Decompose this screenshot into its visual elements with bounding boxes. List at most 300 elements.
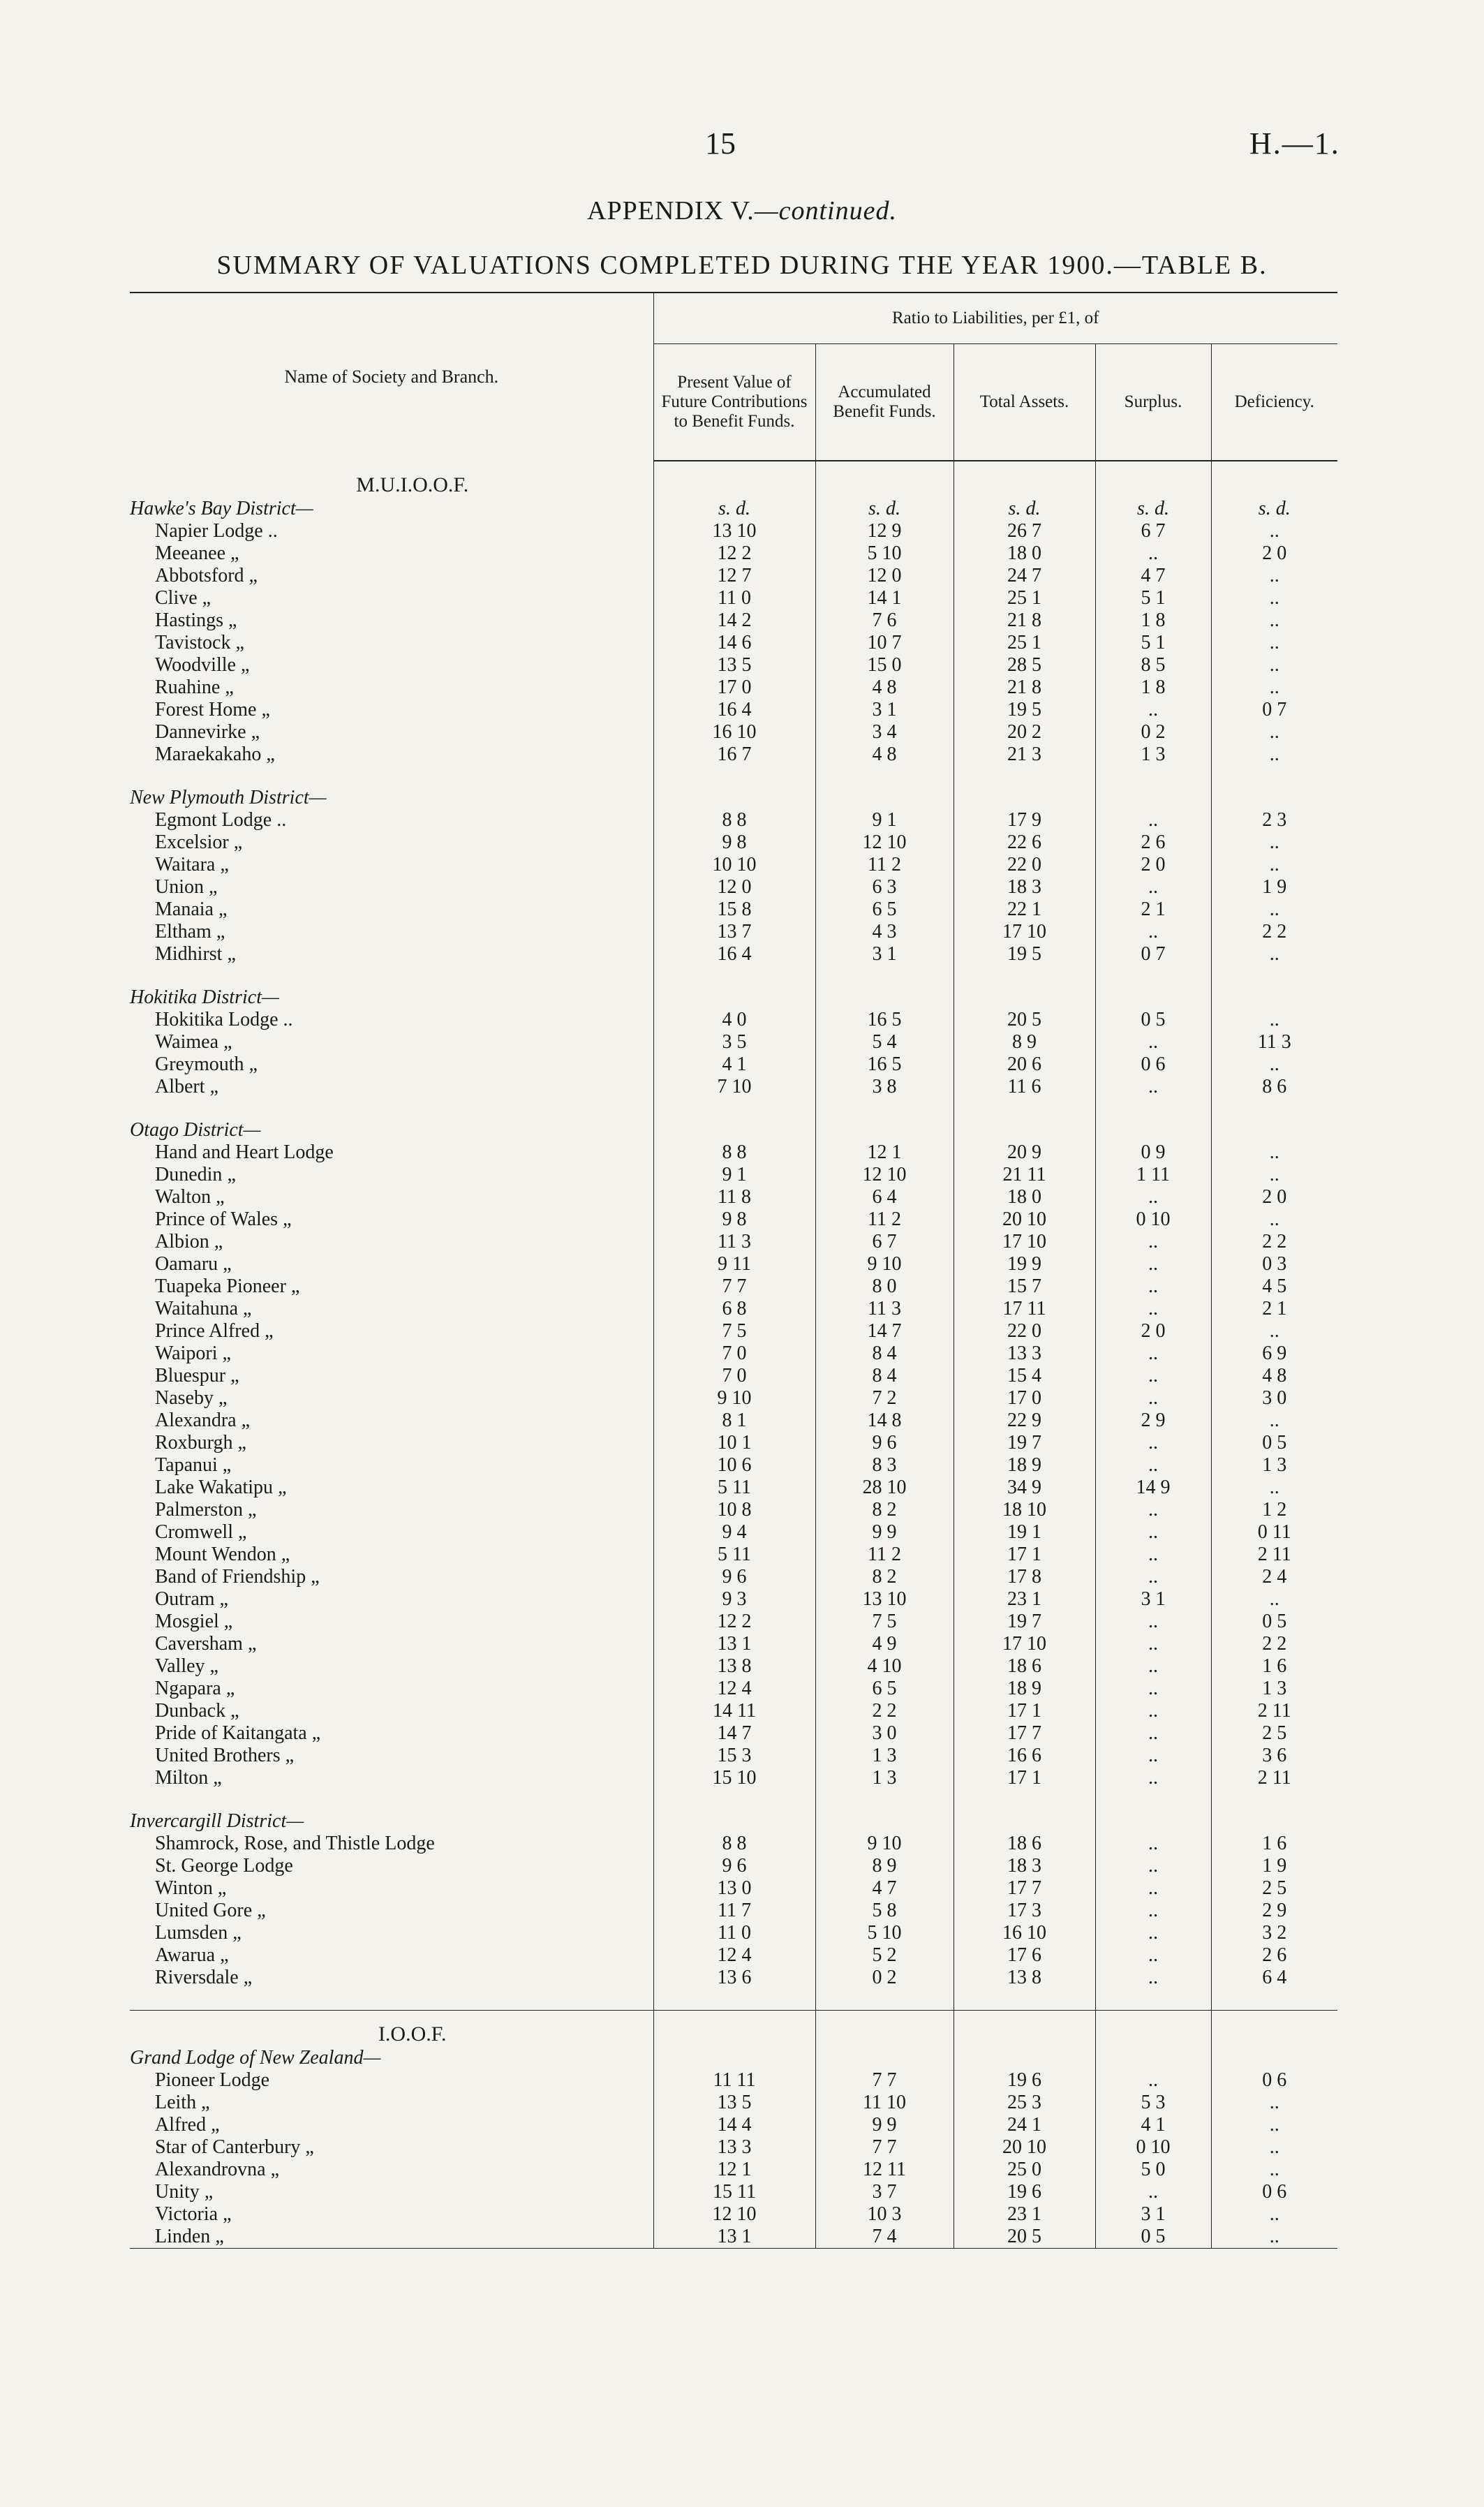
lodge-name-cell <box>130 1141 653 1164</box>
lodge-name: Dunedin <box>155 1164 223 1185</box>
value-ab: 11 2 <box>815 854 954 876</box>
value-df: .. <box>1211 1208 1337 1231</box>
value-ab: 7 2 <box>815 1387 954 1410</box>
value-ta: 20 6 <box>954 1053 1095 1076</box>
lodge-name-cell <box>130 2226 653 2249</box>
lodge-name-cell <box>130 1053 653 1076</box>
value-ta: 23 1 <box>954 2203 1095 2226</box>
value-df: 0 5 <box>1211 1611 1337 1633</box>
value-sp: .. <box>1095 1944 1211 1967</box>
value-ab: 6 5 <box>815 1678 954 1700</box>
value-pv: 9 6 <box>653 1566 815 1588</box>
lodge-suffix: „ <box>204 2181 214 2203</box>
lodge-name-cell <box>130 1633 653 1655</box>
lodge-suffix: „ <box>285 1745 295 1766</box>
value-df: 3 2 <box>1211 1922 1337 1944</box>
lodge-suffix: „ <box>266 744 275 765</box>
value-df: 2 2 <box>1211 1231 1337 1253</box>
table-row <box>130 1208 1337 1231</box>
value-ab: 7 5 <box>815 1611 954 1633</box>
table-row <box>130 898 1337 921</box>
value-ab: 11 2 <box>815 1208 954 1231</box>
value-ta: 18 6 <box>954 1655 1095 1678</box>
lodge-name: Excelsior <box>155 831 229 853</box>
lodge-suffix: „ <box>233 831 243 853</box>
value-ab: 9 9 <box>815 1521 954 1544</box>
value-sp: .. <box>1095 1298 1211 1320</box>
table-row <box>130 609 1337 632</box>
value-pv: 13 5 <box>653 2092 815 2114</box>
value-pv: 12 2 <box>653 1611 815 1633</box>
value-sp: .. <box>1095 1611 1211 1633</box>
value-pv: 13 1 <box>653 1633 815 1655</box>
lodge-name-cell <box>130 587 653 609</box>
value-ab: 12 10 <box>815 831 954 854</box>
value-df: .. <box>1211 609 1337 632</box>
lodge-name-cell <box>130 1588 653 1611</box>
value-sp: .. <box>1095 1076 1211 1098</box>
lodge-suffix: „ <box>257 1900 266 1921</box>
lodge-name: Prince of Wales <box>155 1208 279 1230</box>
value-pv: 10 1 <box>653 1432 815 1454</box>
value-ab: 6 4 <box>815 1186 954 1208</box>
lodge-name: Awarua <box>155 1944 216 1966</box>
lodge-suffix: „ <box>230 542 239 564</box>
value-ta: 17 9 <box>954 809 1095 831</box>
value-sp: 1 11 <box>1095 1164 1211 1186</box>
table-row <box>130 520 1337 542</box>
table-row <box>130 1499 1337 1521</box>
lodge-name: Tuapeka Pioneer <box>155 1275 286 1297</box>
lodge-name-cell <box>130 744 653 766</box>
lodge-name-cell <box>130 2114 653 2136</box>
value-pv: 15 10 <box>653 1767 815 1789</box>
value-sp: 4 1 <box>1095 2114 1211 2136</box>
value-ab: 3 1 <box>815 943 954 966</box>
table-row <box>130 854 1337 876</box>
lodge-name: Abbotsford <box>155 565 244 586</box>
value-pv: 13 8 <box>653 1655 815 1678</box>
table-row <box>130 1275 1337 1298</box>
spacer-row <box>130 1789 1337 1810</box>
lodge-name-cell <box>130 943 653 966</box>
table-row <box>130 565 1337 587</box>
value-ta: 19 7 <box>954 1611 1095 1633</box>
value-ta: 22 1 <box>954 898 1095 921</box>
table-row <box>130 1186 1337 1208</box>
lodge-name-cell <box>130 1722 653 1745</box>
lodge-suffix: „ <box>219 1588 228 1610</box>
lodge-name: Walton <box>155 1186 212 1208</box>
value-sp: .. <box>1095 1967 1211 1989</box>
value-sp: .. <box>1095 1186 1211 1208</box>
value-sp: 3 1 <box>1095 2203 1211 2226</box>
value-pv: 15 11 <box>653 2181 815 2203</box>
value-ta: 17 7 <box>954 1722 1095 1745</box>
lodge-suffix: „ <box>214 1231 223 1252</box>
table-row <box>130 721 1337 744</box>
value-ab: 4 10 <box>815 1655 954 1678</box>
value-df: 0 7 <box>1211 699 1337 721</box>
lodge-name-cell <box>130 609 653 632</box>
value-df: 3 0 <box>1211 1387 1337 1410</box>
value-ta: 11 6 <box>954 1076 1095 1098</box>
value-ta: 17 6 <box>954 1944 1095 1967</box>
value-sp: 2 0 <box>1095 1320 1211 1343</box>
lodge-suffix: „ <box>290 1275 300 1297</box>
value-df: 6 9 <box>1211 1343 1337 1365</box>
value-df: 0 6 <box>1211 2181 1337 2203</box>
value-pv: 9 11 <box>653 1253 815 1275</box>
lodge-name: Alexandrovna <box>155 2159 266 2180</box>
lodge-suffix: Lodge .. <box>228 1009 293 1030</box>
lodge-name-cell <box>130 1544 653 1566</box>
value-pv: 7 5 <box>653 1320 815 1343</box>
value-df: 1 2 <box>1211 1499 1337 1521</box>
lodge-name-cell <box>130 1186 653 1208</box>
value-ta: 18 9 <box>954 1454 1095 1477</box>
lodge-suffix: „ <box>222 1454 232 1476</box>
lodge-name-cell <box>130 632 653 654</box>
lodge-suffix: „ <box>311 1566 320 1588</box>
value-df: 2 6 <box>1211 1944 1337 1967</box>
value-sp: .. <box>1095 1454 1211 1477</box>
value-df: .. <box>1211 831 1337 854</box>
value-sp: 5 1 <box>1095 632 1211 654</box>
value-df: .. <box>1211 565 1337 587</box>
value-ab: 7 6 <box>815 609 954 632</box>
lodge-suffix: „ <box>215 2226 224 2247</box>
ratio-group-header: Ratio to Liabilities, per £1, of <box>653 293 1337 344</box>
table-row <box>130 1745 1337 1767</box>
value-ta: 19 9 <box>954 1253 1095 1275</box>
value-sp: .. <box>1095 1900 1211 1922</box>
table-row <box>130 587 1337 609</box>
table-row <box>130 542 1337 565</box>
spacer-row <box>130 1098 1337 1119</box>
value-ta: 18 6 <box>954 1833 1095 1855</box>
lodge-name-cell <box>130 1566 653 1588</box>
table-row <box>130 632 1337 654</box>
lodge-suffix: „ <box>209 876 218 898</box>
value-df: .. <box>1211 1141 1337 1164</box>
value-ab: 12 10 <box>815 1164 954 1186</box>
value-pv: 5 11 <box>653 1477 815 1499</box>
society-name: I.O.O.F. <box>378 2022 447 2046</box>
value-df: .. <box>1211 1477 1337 1499</box>
lodge-name: Maraekakaho <box>155 744 262 765</box>
lodge-name: Bluespur <box>155 1365 226 1386</box>
value-ab: 5 8 <box>815 1900 954 1922</box>
lodge-suffix: „ <box>223 1253 232 1275</box>
value-sp: 0 2 <box>1095 721 1211 744</box>
unit-label: s. d. <box>1211 498 1337 520</box>
lodge-name: Shamrock, Rose, and Thistle Lodge <box>155 1833 435 1854</box>
value-pv: 9 8 <box>653 831 815 854</box>
lodge-name-cell <box>130 2092 653 2114</box>
value-df: 2 11 <box>1211 1700 1337 1722</box>
value-ta: 25 0 <box>954 2159 1095 2181</box>
table-row <box>130 1922 1337 1944</box>
lodge-suffix: „ <box>227 943 236 965</box>
lodge-name: Linden <box>155 2226 211 2247</box>
lodge-name-cell <box>130 1031 653 1053</box>
lodge-suffix: „ <box>225 676 234 698</box>
value-ta: 16 10 <box>954 1922 1095 1944</box>
lodge-name: Manaia <box>155 898 214 920</box>
value-sp: 4 7 <box>1095 565 1211 587</box>
value-pv: 8 8 <box>653 1141 815 1164</box>
lodge-suffix: „ <box>213 1767 222 1789</box>
value-pv: 11 3 <box>653 1231 815 1253</box>
value-df: 2 11 <box>1211 1544 1337 1566</box>
table-row <box>130 1544 1337 1566</box>
unit-label: s. d. <box>653 498 815 520</box>
lodge-suffix: „ <box>281 1544 290 1565</box>
lodge-suffix: „ <box>202 587 212 609</box>
society-heading <box>130 2011 1337 2048</box>
value-sp: .. <box>1095 1432 1211 1454</box>
value-df: 0 11 <box>1211 1521 1337 1544</box>
value-pv: 11 11 <box>653 2069 815 2092</box>
value-ab: 0 2 <box>815 1967 954 1989</box>
value-ta: 17 0 <box>954 1387 1095 1410</box>
lodge-name: Roxburgh <box>155 1432 233 1454</box>
value-ta: 20 5 <box>954 2226 1095 2249</box>
lodge-name: Lake Wakatipu <box>155 1477 274 1498</box>
lodge-name: Valley <box>155 1655 205 1677</box>
value-df: 1 6 <box>1211 1655 1337 1678</box>
lodge-name: Leith <box>155 2092 197 2113</box>
lodge-suffix: Lodge .. <box>213 520 278 542</box>
value-ta: 22 9 <box>954 1410 1095 1432</box>
value-ab: 8 0 <box>815 1275 954 1298</box>
value-ab: 1 3 <box>815 1767 954 1789</box>
value-pv: 4 1 <box>653 1053 815 1076</box>
value-ta: 8 9 <box>954 1031 1095 1053</box>
value-ab: 12 11 <box>815 2159 954 2181</box>
table-body <box>130 461 1337 2249</box>
value-df: .. <box>1211 520 1337 542</box>
value-ta: 15 7 <box>954 1275 1095 1298</box>
value-ta: 18 10 <box>954 1499 1095 1521</box>
value-pv: 5 11 <box>653 1544 815 1566</box>
value-ab: 4 8 <box>815 744 954 766</box>
value-pv: 17 0 <box>653 676 815 699</box>
table-row <box>130 1253 1337 1275</box>
value-pv: 6 8 <box>653 1298 815 1320</box>
lodge-name-cell <box>130 1877 653 1900</box>
society-heading <box>130 461 1337 498</box>
value-pv: 14 2 <box>653 609 815 632</box>
district-heading <box>130 1810 1337 1833</box>
lodge-suffix: „ <box>230 1700 239 1722</box>
value-df: .. <box>1211 2114 1337 2136</box>
value-ab: 5 4 <box>815 1031 954 1053</box>
table-row <box>130 676 1337 699</box>
value-pv: 14 11 <box>653 1700 815 1722</box>
lodge-name: Ngapara <box>155 1678 221 1699</box>
lodge-name-cell <box>130 721 653 744</box>
value-sp: .. <box>1095 1655 1211 1678</box>
table-row <box>130 1521 1337 1544</box>
value-sp: 1 8 <box>1095 676 1211 699</box>
lodge-name: Midhirst <box>155 943 223 965</box>
value-sp: .. <box>1095 1231 1211 1253</box>
lodge-suffix: „ <box>216 1186 225 1208</box>
lodge-name: Tapanui <box>155 1454 218 1476</box>
value-ab: 15 0 <box>815 654 954 676</box>
table-row <box>130 809 1337 831</box>
value-df: .. <box>1211 1320 1337 1343</box>
district-name: Hokitika District— <box>130 986 279 1008</box>
value-ab: 9 1 <box>815 809 954 831</box>
value-pv: 13 7 <box>653 921 815 943</box>
district-heading <box>130 986 1337 1009</box>
lodge-name: Riversdale <box>155 1967 239 1988</box>
value-sp: 2 9 <box>1095 1410 1211 1432</box>
lodge-suffix: „ <box>218 898 228 920</box>
value-ab: 12 1 <box>815 1141 954 1164</box>
lodge-name: Hokitika <box>155 1009 223 1030</box>
value-df: 4 8 <box>1211 1365 1337 1387</box>
value-pv: 15 8 <box>653 898 815 921</box>
value-df: .. <box>1211 2092 1337 2114</box>
value-pv: 8 8 <box>653 1833 815 1855</box>
appendix-title-main: APPENDIX V. <box>587 196 755 225</box>
value-ab: 8 2 <box>815 1566 954 1588</box>
lodge-name: Ruahine <box>155 676 221 698</box>
value-ta: 18 3 <box>954 876 1095 898</box>
value-sp: .. <box>1095 1275 1211 1298</box>
value-df: .. <box>1211 1009 1337 1031</box>
value-pv: 14 7 <box>653 1722 815 1745</box>
value-df: 2 0 <box>1211 1186 1337 1208</box>
value-ta: 18 3 <box>954 1855 1095 1877</box>
lodge-name-cell <box>130 1298 653 1320</box>
value-pv: 16 4 <box>653 943 815 966</box>
lodge-suffix: Lodge <box>243 1855 293 1877</box>
value-ta: 22 0 <box>954 854 1095 876</box>
value-pv: 13 0 <box>653 1877 815 1900</box>
lodge-suffix: „ <box>283 1208 292 1230</box>
table-row <box>130 2181 1337 2203</box>
value-sp: 2 6 <box>1095 831 1211 854</box>
value-pv: 13 5 <box>653 654 815 676</box>
value-ab: 10 7 <box>815 632 954 654</box>
lodge-name: Waimea <box>155 1031 219 1053</box>
value-ta: 19 7 <box>954 1432 1095 1454</box>
value-df: 2 0 <box>1211 542 1337 565</box>
value-sp: .. <box>1095 1877 1211 1900</box>
district-heading <box>130 498 1337 520</box>
document-reference: H.—1. <box>1249 126 1340 161</box>
value-ab: 4 3 <box>815 921 954 943</box>
value-pv: 16 10 <box>653 721 815 744</box>
value-ab: 8 4 <box>815 1365 954 1387</box>
value-sp: .. <box>1095 1544 1211 1566</box>
table-row <box>130 654 1337 676</box>
value-ab: 12 9 <box>815 520 954 542</box>
spacer-row <box>130 766 1337 787</box>
value-ab: 6 5 <box>815 898 954 921</box>
unit-label: s. d. <box>954 498 1095 520</box>
value-ab: 8 4 <box>815 1343 954 1365</box>
value-df: 0 3 <box>1211 1253 1337 1275</box>
page-number: 15 <box>705 126 736 161</box>
table-row <box>130 1700 1337 1722</box>
lodge-name: Mount Wendon <box>155 1544 276 1565</box>
value-sp: .. <box>1095 809 1211 831</box>
value-ta: 13 3 <box>954 1343 1095 1365</box>
value-sp: .. <box>1095 2181 1211 2203</box>
value-df: 2 2 <box>1211 921 1337 943</box>
value-ab: 7 7 <box>815 2136 954 2159</box>
value-pv: 7 0 <box>653 1343 815 1365</box>
value-sp: 5 3 <box>1095 2092 1211 2114</box>
lodge-name: Caversham <box>155 1633 243 1655</box>
lodge-name-cell <box>130 854 653 876</box>
column-header-surplus: Surplus. <box>1095 344 1211 461</box>
value-ta: 25 1 <box>954 632 1095 654</box>
table-row <box>130 2136 1337 2159</box>
table-row <box>130 1141 1337 1164</box>
lodge-name-cell <box>130 1477 653 1499</box>
value-sp: .. <box>1095 1031 1211 1053</box>
lodge-suffix: „ <box>220 1944 229 1966</box>
value-df: 0 5 <box>1211 1432 1337 1454</box>
district-name: Invercargill District— <box>130 1810 304 1832</box>
value-sp: 0 10 <box>1095 2136 1211 2159</box>
value-ab: 3 8 <box>815 1076 954 1098</box>
lodge-name: Forest Home <box>155 699 257 720</box>
lodge-name: Tavistock <box>155 632 231 653</box>
value-ab: 4 8 <box>815 676 954 699</box>
lodge-name: Albert <box>155 1076 205 1097</box>
value-ab: 5 10 <box>815 1922 954 1944</box>
lodge-suffix: „ <box>211 2114 220 2136</box>
table-row <box>130 744 1337 766</box>
lodge-name: Mosgiel <box>155 1611 219 1632</box>
value-ta: 25 3 <box>954 2092 1095 2114</box>
table-row <box>130 1231 1337 1253</box>
lodge-name: Egmont <box>155 809 217 831</box>
value-pv: 14 4 <box>653 2114 815 2136</box>
value-ab: 9 10 <box>815 1253 954 1275</box>
lodge-name-cell <box>130 1922 653 1944</box>
value-ta: 22 6 <box>954 831 1095 854</box>
table-row <box>130 2092 1337 2114</box>
value-pv: 16 7 <box>653 744 815 766</box>
value-sp: .. <box>1095 1343 1211 1365</box>
value-sp: 0 5 <box>1095 1009 1211 1031</box>
value-pv: 11 7 <box>653 1900 815 1922</box>
value-df: 8 6 <box>1211 1076 1337 1098</box>
lodge-suffix: „ <box>243 1298 252 1319</box>
lodge-name: Eltham <box>155 921 212 942</box>
value-df: 11 3 <box>1211 1031 1337 1053</box>
value-ab: 5 10 <box>815 542 954 565</box>
summary-title: SUMMARY OF VALUATIONS COMPLETED DURING THE YEAR 1900.—TABLE B. <box>216 251 1268 280</box>
lodge-name-cell <box>130 1678 653 1700</box>
value-ta: 17 10 <box>954 1231 1095 1253</box>
value-ab: 9 10 <box>815 1833 954 1855</box>
lodge-name: Victoria <box>155 2203 218 2225</box>
value-ab: 28 10 <box>815 1477 954 1499</box>
lodge-name-cell <box>130 654 653 676</box>
value-ta: 21 11 <box>954 1164 1095 1186</box>
value-ta: 16 6 <box>954 1745 1095 1767</box>
